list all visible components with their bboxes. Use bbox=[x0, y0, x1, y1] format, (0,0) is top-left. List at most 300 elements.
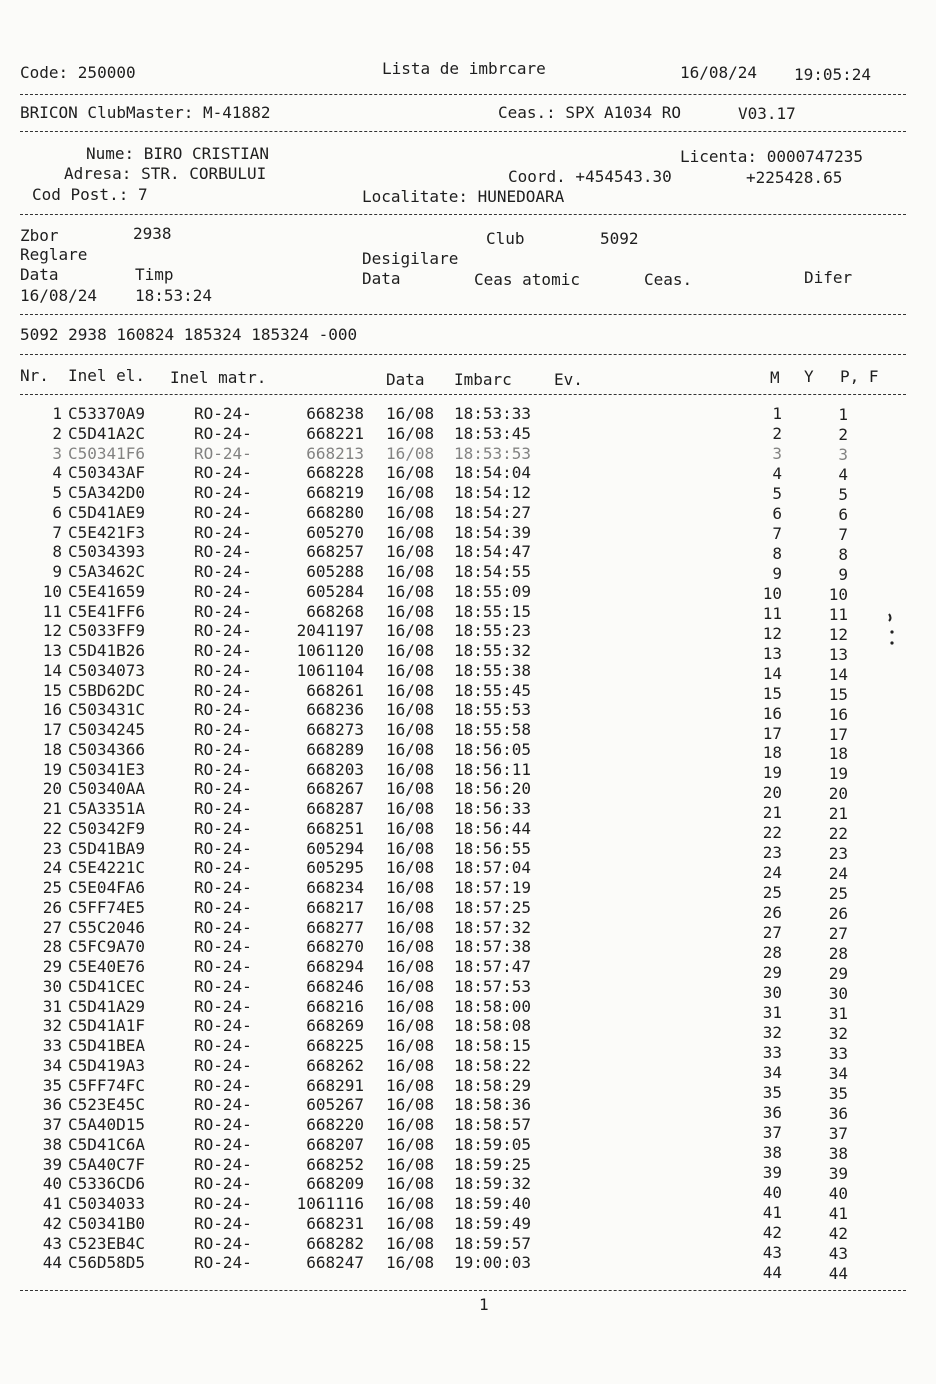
p-value: 10 bbox=[828, 584, 848, 604]
row-number: 32 bbox=[42, 1016, 62, 1036]
m-value: 36 bbox=[762, 1102, 782, 1122]
desigilare-label: Desigilare bbox=[362, 249, 459, 268]
basketing-time: 18:57:38 bbox=[454, 937, 532, 957]
m-value: 15 bbox=[762, 683, 782, 703]
basketing-date: 16/08 bbox=[386, 858, 435, 878]
table-row bbox=[0, 483, 936, 503]
data-label: Data bbox=[20, 265, 59, 284]
ring-prefix: RO-24- bbox=[194, 463, 252, 483]
basketing-time: 18:57:25 bbox=[454, 897, 532, 917]
basketing-time: 18:58:36 bbox=[454, 1095, 532, 1115]
m-value: 35 bbox=[762, 1082, 782, 1102]
print-time: 19:05:24 bbox=[794, 65, 872, 84]
electronic-ring: C5D41AE9 bbox=[68, 502, 146, 522]
club-label: Club bbox=[486, 229, 525, 248]
m-value: 13 bbox=[762, 643, 782, 663]
basketing-time: 18:53:33 bbox=[454, 404, 532, 423]
basketing-time: 18:54:04 bbox=[454, 463, 532, 483]
basketing-time: 18:58:57 bbox=[454, 1115, 532, 1134]
electronic-ring: C50341F6 bbox=[68, 443, 146, 463]
ring-prefix: RO-24- bbox=[194, 1115, 252, 1134]
table-row bbox=[0, 1055, 936, 1083]
electronic-ring: C5034033 bbox=[68, 1194, 146, 1213]
ring-number: 668289 bbox=[306, 739, 364, 759]
ring-prefix: RO-24- bbox=[194, 660, 252, 680]
electronic-ring: C5D41A29 bbox=[68, 996, 146, 1016]
row-number: 37 bbox=[42, 1115, 62, 1134]
row-number: 1 bbox=[52, 404, 62, 423]
col-ev: Ev. bbox=[554, 370, 583, 389]
m-value: 27 bbox=[762, 923, 782, 943]
ring-number: 605270 bbox=[306, 522, 364, 542]
p-value: 35 bbox=[828, 1083, 848, 1103]
basketing-time: 18:55:58 bbox=[454, 720, 532, 739]
table-row bbox=[0, 444, 936, 464]
m-value: 29 bbox=[762, 963, 782, 983]
electronic-ring: C50342F9 bbox=[68, 818, 146, 838]
electronic-ring: C53370A9 bbox=[68, 404, 146, 423]
p-value: 24 bbox=[828, 864, 848, 884]
ring-number: 668207 bbox=[306, 1134, 364, 1154]
electronic-ring: C5E421F3 bbox=[68, 522, 146, 542]
row-number: 36 bbox=[42, 1095, 62, 1115]
basketing-time: 18:58:22 bbox=[454, 1055, 532, 1075]
p-value: 29 bbox=[828, 964, 848, 984]
electronic-ring: C5D41C6A bbox=[68, 1134, 146, 1154]
table-row bbox=[0, 799, 936, 824]
electronic-ring: C56D58D5 bbox=[68, 1253, 146, 1273]
zbor-value: 2938 bbox=[133, 224, 172, 243]
p-value: 4 bbox=[838, 464, 848, 484]
divider bbox=[20, 314, 906, 315]
ring-number: 668219 bbox=[306, 483, 364, 502]
ring-prefix: RO-24- bbox=[194, 897, 252, 917]
basketing-time: 18:54:12 bbox=[454, 483, 532, 502]
ring-prefix: RO-24- bbox=[194, 1055, 252, 1075]
m-value: 14 bbox=[762, 663, 782, 683]
p-value: 2 bbox=[838, 424, 848, 444]
ring-number: 668247 bbox=[306, 1253, 364, 1273]
basketing-date: 16/08 bbox=[386, 1075, 435, 1095]
electronic-ring: C5D41CEC bbox=[68, 976, 146, 996]
basketing-time: 18:55:23 bbox=[454, 621, 532, 641]
basketing-time: 18:55:45 bbox=[454, 680, 532, 700]
owner-name: Nume: BIRO CRISTIAN bbox=[86, 144, 270, 163]
ring-number: 668213 bbox=[306, 443, 364, 463]
basketing-time: 18:56:44 bbox=[454, 818, 532, 838]
electronic-ring: C5336CD6 bbox=[68, 1174, 146, 1194]
table-row bbox=[0, 621, 936, 644]
p-value: 17 bbox=[828, 724, 848, 744]
basketing-date: 16/08 bbox=[386, 404, 435, 423]
electronic-ring: C5FC9A70 bbox=[68, 937, 146, 957]
basketing-date: 16/08 bbox=[386, 522, 435, 542]
basketing-date: 16/08 bbox=[386, 1095, 435, 1115]
m-value: 21 bbox=[762, 803, 782, 823]
p-value: 16 bbox=[828, 704, 848, 724]
p-value: 39 bbox=[828, 1163, 848, 1183]
p-value: 5 bbox=[838, 484, 848, 504]
basketing-date: 16/08 bbox=[386, 779, 435, 799]
row-number: 41 bbox=[42, 1194, 62, 1213]
basketing-date: 16/08 bbox=[386, 1174, 435, 1194]
table-row bbox=[0, 542, 936, 562]
basketing-date: 16/08 bbox=[386, 1233, 435, 1253]
m-value: 38 bbox=[762, 1142, 782, 1162]
ring-number: 668282 bbox=[306, 1233, 364, 1253]
basketing-date: 16/08 bbox=[386, 660, 435, 680]
ring-number: 668277 bbox=[306, 917, 364, 937]
reglare-label: Reglare bbox=[20, 245, 88, 264]
row-number: 8 bbox=[52, 542, 62, 562]
reglare-date: 16/08/24 bbox=[20, 286, 98, 305]
basketing-time: 18:54:47 bbox=[454, 542, 532, 562]
p-value: 42 bbox=[828, 1223, 848, 1243]
basketing-date: 16/08 bbox=[386, 621, 435, 641]
m-value: 25 bbox=[762, 883, 782, 903]
p-value: 33 bbox=[828, 1044, 848, 1064]
p-value: 3 bbox=[838, 444, 848, 464]
p-value: 21 bbox=[828, 804, 848, 824]
ring-prefix: RO-24- bbox=[194, 1036, 252, 1055]
ring-number: 605267 bbox=[306, 1095, 364, 1115]
basketing-time: 18:55:09 bbox=[454, 581, 532, 601]
m-value: 10 bbox=[762, 583, 782, 603]
coords-label: Coord. +454543.30 bbox=[508, 167, 672, 186]
ring-prefix: RO-24- bbox=[194, 601, 252, 621]
m-value: 17 bbox=[762, 723, 782, 743]
basketing-time: 18:56:33 bbox=[454, 799, 532, 818]
p-value: 11 bbox=[828, 604, 848, 624]
ring-prefix: RO-24- bbox=[194, 957, 252, 976]
ring-prefix: RO-24- bbox=[194, 483, 252, 502]
table-row bbox=[0, 878, 936, 904]
row-number: 19 bbox=[42, 759, 62, 779]
ring-prefix: RO-24- bbox=[194, 1095, 252, 1115]
table-row bbox=[0, 660, 936, 684]
ring-prefix: RO-24- bbox=[194, 858, 252, 878]
ring-number: 668257 bbox=[306, 542, 364, 562]
row-number: 5 bbox=[52, 483, 62, 502]
p-value: 37 bbox=[828, 1123, 848, 1143]
m-value: 37 bbox=[762, 1122, 782, 1142]
table-row bbox=[0, 463, 936, 483]
row-number: 18 bbox=[42, 739, 62, 759]
coords-value: +225428.65 bbox=[746, 168, 843, 187]
basketing-date: 16/08 bbox=[386, 1253, 435, 1273]
table-row bbox=[0, 1075, 936, 1103]
row-number: 14 bbox=[42, 660, 62, 680]
ring-number: 1061120 bbox=[296, 641, 364, 660]
p-value: 27 bbox=[828, 924, 848, 944]
basketing-time: 18:59:32 bbox=[454, 1174, 532, 1194]
p-value: 44 bbox=[828, 1263, 848, 1283]
ring-number: 668238 bbox=[306, 404, 364, 423]
ring-prefix: RO-24- bbox=[194, 818, 252, 838]
ring-prefix: RO-24- bbox=[194, 1134, 252, 1154]
ring-number: 668221 bbox=[306, 423, 364, 443]
row-number: 42 bbox=[42, 1213, 62, 1233]
basketing-date: 16/08 bbox=[386, 443, 435, 463]
basketing-time: 18:59:25 bbox=[454, 1154, 532, 1174]
row-number: 26 bbox=[42, 897, 62, 917]
ring-prefix: RO-24- bbox=[194, 443, 252, 463]
m-value: 9 bbox=[772, 563, 782, 583]
basketing-date: 16/08 bbox=[386, 581, 435, 601]
p-value: 7 bbox=[838, 524, 848, 544]
m-value: 4 bbox=[772, 463, 782, 483]
row-number: 7 bbox=[52, 522, 62, 542]
row-number: 24 bbox=[42, 858, 62, 878]
electronic-ring: C50341B0 bbox=[68, 1213, 146, 1233]
col-m: M bbox=[770, 368, 780, 387]
ring-number: 668216 bbox=[306, 996, 364, 1016]
col-data: Data bbox=[386, 370, 425, 389]
table-row bbox=[0, 917, 936, 944]
p-value: 26 bbox=[828, 904, 848, 924]
p-value: 6 bbox=[838, 504, 848, 524]
row-number: 40 bbox=[42, 1174, 62, 1194]
table-row bbox=[0, 1016, 936, 1044]
basketing-date: 16/08 bbox=[386, 1134, 435, 1154]
p-value: 34 bbox=[828, 1064, 848, 1083]
ring-number: 668269 bbox=[306, 1016, 364, 1036]
ring-number: 668262 bbox=[306, 1055, 364, 1075]
m-value: 1 bbox=[772, 404, 782, 423]
electronic-ring: C5D41B26 bbox=[68, 641, 146, 660]
print-date: 16/08/24 bbox=[680, 63, 758, 82]
basketing-date: 16/08 bbox=[386, 917, 435, 937]
ring-number: 668261 bbox=[306, 680, 364, 700]
ring-prefix: RO-24- bbox=[194, 799, 252, 818]
ring-prefix: RO-24- bbox=[194, 641, 252, 660]
ring-number: 668287 bbox=[306, 799, 364, 818]
electronic-ring: C5033FF9 bbox=[68, 621, 146, 641]
basketing-date: 16/08 bbox=[386, 463, 435, 483]
electronic-ring: C523EB4C bbox=[68, 1233, 146, 1253]
row-number: 4 bbox=[52, 463, 62, 483]
m-value: 44 bbox=[762, 1262, 782, 1282]
m-value: 34 bbox=[762, 1063, 782, 1082]
ring-prefix: RO-24- bbox=[194, 1154, 252, 1174]
electronic-ring: C5D41BA9 bbox=[68, 838, 146, 858]
version-label: V03.17 bbox=[738, 104, 796, 123]
electronic-ring: C5D41A2C bbox=[68, 423, 146, 443]
electronic-ring: C5A3462C bbox=[68, 562, 146, 581]
ring-prefix: RO-24- bbox=[194, 1213, 252, 1233]
ring-number: 668270 bbox=[306, 937, 364, 957]
row-number: 39 bbox=[42, 1154, 62, 1174]
table-row bbox=[0, 582, 936, 602]
table-row bbox=[0, 1036, 936, 1064]
ring-number: 668268 bbox=[306, 601, 364, 621]
timp-label: Timp bbox=[135, 265, 174, 284]
zbor-label: Zbor bbox=[20, 226, 59, 245]
divider bbox=[20, 394, 906, 395]
ring-prefix: RO-24- bbox=[194, 621, 252, 641]
electronic-ring: C5034245 bbox=[68, 720, 146, 739]
electronic-ring: C5034393 bbox=[68, 542, 146, 562]
table-row bbox=[0, 897, 936, 924]
m-value: 7 bbox=[772, 523, 782, 543]
m-value: 30 bbox=[762, 983, 782, 1003]
table-row bbox=[0, 759, 936, 784]
basketing-date: 16/08 bbox=[386, 720, 435, 739]
m-value: 5 bbox=[772, 483, 782, 503]
basketing-date: 16/08 bbox=[386, 996, 435, 1016]
p-value: 38 bbox=[828, 1143, 848, 1163]
ring-prefix: RO-24- bbox=[194, 720, 252, 739]
row-number: 44 bbox=[42, 1253, 62, 1273]
row-number: 33 bbox=[42, 1036, 62, 1055]
table-row bbox=[0, 858, 936, 884]
row-number: 28 bbox=[42, 937, 62, 957]
ring-prefix: RO-24- bbox=[194, 976, 252, 996]
p-value: 31 bbox=[828, 1004, 848, 1024]
col-imbarc: Imbarc bbox=[454, 370, 512, 389]
basketing-time: 18:55:53 bbox=[454, 700, 532, 720]
row-number: 2 bbox=[52, 423, 62, 443]
basketing-date: 16/08 bbox=[386, 483, 435, 502]
basketing-time: 18:59:49 bbox=[454, 1213, 532, 1233]
table-row bbox=[0, 818, 936, 844]
p-value: 22 bbox=[828, 824, 848, 844]
ring-number: 1061104 bbox=[296, 660, 364, 680]
m-value: 28 bbox=[762, 943, 782, 963]
ceas-label: Ceas. bbox=[644, 270, 693, 289]
basketing-time: 18:54:55 bbox=[454, 562, 532, 581]
ring-prefix: RO-24- bbox=[194, 680, 252, 700]
row-number: 16 bbox=[42, 700, 62, 720]
basketing-date: 16/08 bbox=[386, 1055, 435, 1075]
basketing-time: 18:58:00 bbox=[454, 996, 532, 1016]
row-number: 11 bbox=[42, 601, 62, 621]
row-number: 13 bbox=[42, 641, 62, 660]
row-number: 23 bbox=[42, 838, 62, 858]
p-value: 25 bbox=[828, 884, 848, 904]
ring-prefix: RO-24- bbox=[194, 917, 252, 937]
m-value: 2 bbox=[772, 423, 782, 443]
ring-prefix: RO-24- bbox=[194, 562, 252, 581]
electronic-ring: C5FF74E5 bbox=[68, 897, 146, 917]
basketing-time: 18:59:40 bbox=[454, 1194, 532, 1213]
ring-prefix: RO-24- bbox=[194, 739, 252, 759]
table-row bbox=[0, 602, 936, 622]
basketing-date: 16/08 bbox=[386, 680, 435, 700]
m-value: 42 bbox=[762, 1222, 782, 1242]
electronic-ring: C5FF74FC bbox=[68, 1075, 146, 1095]
row-number: 29 bbox=[42, 957, 62, 976]
ring-prefix: RO-24- bbox=[194, 1174, 252, 1194]
row-number: 43 bbox=[42, 1233, 62, 1253]
m-value: 24 bbox=[762, 863, 782, 883]
basketing-date: 16/08 bbox=[386, 957, 435, 976]
col-pf: P, F bbox=[840, 367, 879, 386]
electronic-ring: C5D41A1F bbox=[68, 1016, 146, 1036]
electronic-ring: C5A342D0 bbox=[68, 483, 146, 502]
m-value: 20 bbox=[762, 783, 782, 803]
electronic-ring: C5D419A3 bbox=[68, 1055, 146, 1075]
table-row bbox=[0, 523, 936, 543]
electronic-ring: C5A3351A bbox=[68, 799, 146, 818]
m-value: 41 bbox=[762, 1202, 782, 1222]
m-value: 23 bbox=[762, 843, 782, 863]
m-value: 32 bbox=[762, 1023, 782, 1043]
ring-prefix: RO-24- bbox=[194, 522, 252, 542]
basketing-date: 16/08 bbox=[386, 1016, 435, 1036]
row-number: 21 bbox=[42, 799, 62, 818]
m-value: 6 bbox=[772, 503, 782, 523]
basketing-time: 18:56:20 bbox=[454, 779, 532, 799]
p-value: 19 bbox=[828, 764, 848, 784]
m-value: 40 bbox=[762, 1182, 782, 1202]
p-value: 18 bbox=[828, 744, 848, 764]
m-value: 33 bbox=[762, 1043, 782, 1063]
ring-number: 668246 bbox=[306, 976, 364, 996]
p-value: 1 bbox=[838, 405, 848, 424]
table-row bbox=[0, 1095, 936, 1123]
row-number: 25 bbox=[42, 878, 62, 897]
p-value: 28 bbox=[828, 944, 848, 964]
p-value: 30 bbox=[828, 984, 848, 1004]
ring-number: 668225 bbox=[306, 1036, 364, 1055]
basketing-date: 16/08 bbox=[386, 759, 435, 779]
basketing-date: 16/08 bbox=[386, 1115, 435, 1134]
basketing-date: 16/08 bbox=[386, 601, 435, 621]
flight-summary: 5092 2938 160824 185324 185324 -000 bbox=[20, 325, 358, 344]
ring-number: 668236 bbox=[306, 700, 364, 720]
electronic-ring: C50340AA bbox=[68, 779, 146, 799]
locality-label: Localitate: HUNEDOARA bbox=[362, 187, 565, 206]
m-value: 12 bbox=[762, 623, 782, 643]
basketing-date: 16/08 bbox=[386, 838, 435, 858]
m-value: 8 bbox=[772, 543, 782, 563]
ring-prefix: RO-24- bbox=[194, 779, 252, 799]
difer-label: Difer bbox=[804, 268, 853, 287]
owner-address: Adresa: STR. CORBULUI bbox=[64, 164, 267, 183]
electronic-ring: C5034366 bbox=[68, 739, 146, 759]
basketing-time: 19:00:03 bbox=[454, 1253, 532, 1273]
ring-number: 605284 bbox=[306, 581, 364, 601]
margin-mark bbox=[886, 612, 896, 648]
table-row bbox=[0, 503, 936, 523]
m-value: 18 bbox=[762, 743, 782, 763]
basketing-time: 18:56:11 bbox=[454, 759, 532, 779]
row-number: 31 bbox=[42, 996, 62, 1016]
electronic-ring: C5E4221C bbox=[68, 858, 146, 878]
ring-number: 668220 bbox=[306, 1115, 364, 1134]
basketing-time: 18:58:15 bbox=[454, 1036, 532, 1055]
table-row bbox=[0, 996, 936, 1024]
ring-prefix: RO-24- bbox=[194, 878, 252, 897]
basketing-date: 16/08 bbox=[386, 1194, 435, 1213]
col-inel-matr: Inel matr. bbox=[170, 368, 267, 387]
basketing-time: 18:55:38 bbox=[454, 660, 532, 680]
ring-prefix: RO-24- bbox=[194, 1075, 252, 1095]
m-value: 43 bbox=[762, 1242, 782, 1262]
basketing-time: 18:57:04 bbox=[454, 858, 532, 878]
ring-prefix: RO-24- bbox=[194, 542, 252, 562]
electronic-ring: C5E40E76 bbox=[68, 957, 146, 976]
table-row bbox=[0, 1154, 936, 1183]
table-row bbox=[0, 700, 936, 724]
row-number: 34 bbox=[42, 1055, 62, 1075]
table-row bbox=[0, 937, 936, 964]
ring-number: 605295 bbox=[306, 858, 364, 878]
table-row bbox=[0, 779, 936, 804]
ring-prefix: RO-24- bbox=[194, 838, 252, 858]
row-number: 6 bbox=[52, 502, 62, 522]
